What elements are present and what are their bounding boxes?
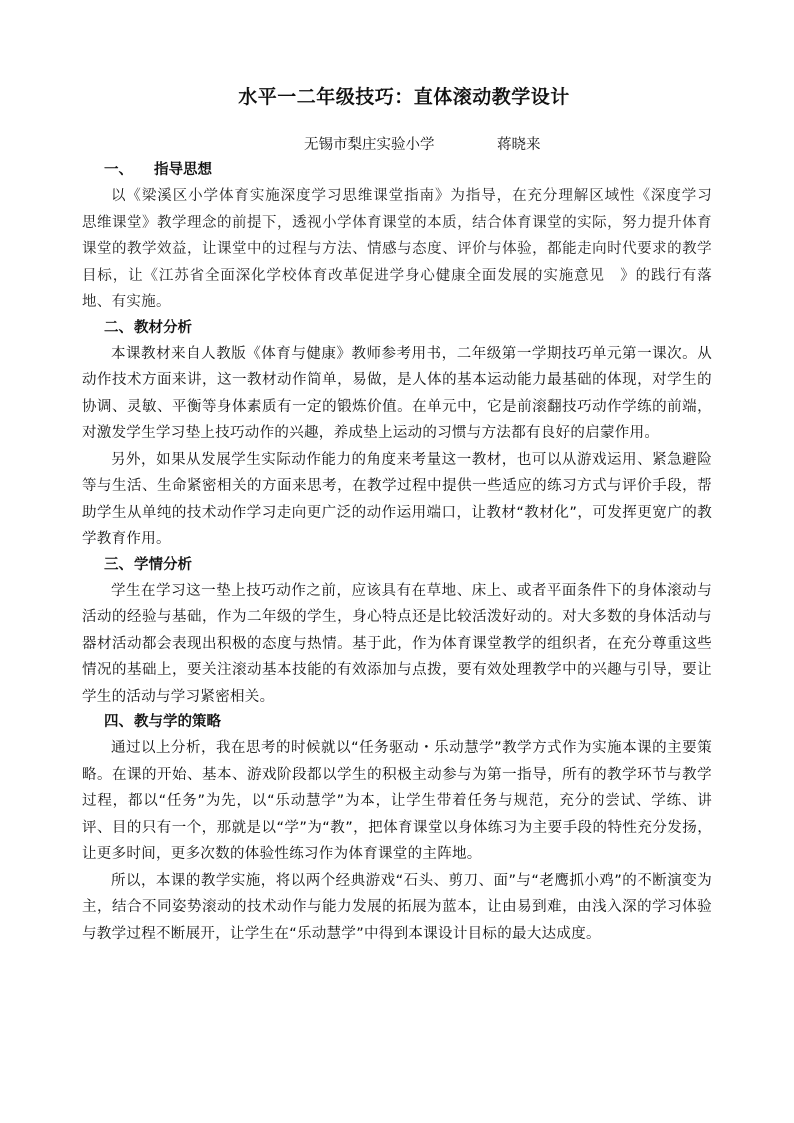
section-title: 教材分析 bbox=[134, 319, 192, 336]
section-number: 一、 bbox=[104, 162, 133, 178]
section-heading-student-analysis bbox=[82, 553, 712, 578]
section-heading-material-analysis bbox=[82, 316, 712, 341]
school-name: 无锡市梨庄实验小学 bbox=[304, 137, 435, 153]
paragraph: 以《梁溪区小学体育实施深度学习思维课堂指南》为指导，在充分理解区域性《深度学习 思维课堂》教学理念的前提下，透视小学体育课堂的本质，结合体育课堂的实际，努力提升体育课堂的教学效益，让课堂中的过程与方法、情感与态度、评价与体验，都能走向时代要求的教学目标，让《江苏省全面深化学校体育改革促进学身心健康全面发展的实施意见 》的践行有落地、有实施。 bbox=[82, 188, 727, 310]
section-title: 学情分析 bbox=[134, 556, 192, 573]
document-page bbox=[82, 82, 727, 947]
paragraph: 通过以上分析，我在思考的时候就以“任务驱动・乐动慧学”教学方式作为实施本课的主要策略。在课的开始、基本、游戏阶段都以学生的积极主动参与为第一指导，所有的教学环节与教学过程，都以“任务”为先，以“乐动慧学”为本，让学生带着任务与规范，充分的尝试、学练、讲评、目的只有一个，那就是以“学”为“教”，把体育课堂以身体练习为主要手段的特性充分发扬，让更多时间，更多次数的体验性练习作为体育课堂的主阵地。 bbox=[82, 740, 712, 862]
section-heading-teaching-strategy bbox=[82, 710, 712, 735]
section-heading-guiding-ideology bbox=[82, 158, 712, 183]
paragraph: 本课教材来自人教版《体育与健康》教师参考用书，二年级第一学期技巧单元第一课次。从动作技术方面来讲，这一教材动作简单，易做，是人体的基本运动能力最基础的体现，对学生的协调、灵敏、平衡等身体素质有一定的锻炼价值。在单元中，它是前滚翻技巧动作学练的前端，对激发学生学习垫上技巧动作的兴趣，养成垫上运动的习惯与方法都有良好的启蒙作用。 bbox=[82, 345, 712, 441]
author-line bbox=[82, 132, 712, 158]
section-title: 指导思想 bbox=[154, 162, 212, 178]
document-title: 水平一二年级技巧：直体滚动教学设计 bbox=[238, 86, 570, 108]
paragraph: 学生在学习这一垫上技巧动作之前，应该具有在草地、床上、或者平面条件下的身体滚动与活动的经验与基础，作为二年级的学生，身心特点还是比较活泼好动的。对大多数的身体活动与器材活动都会表现出积极的态度与热情。基于此，作为体育课堂教学的组织者，在充分尊重这些情况的基础上，要关注滚动基本技能的有效添加与点拨，要有效处理教学中的兴趣与引导，要让学生的活动与学习紧密相关。 bbox=[82, 582, 712, 705]
section-number: 四、 bbox=[104, 714, 133, 730]
author-name: 蒋晓来 bbox=[497, 137, 541, 153]
paragraph: 所以，本课的教学实施，将以两个经典游戏“石头、剪刀、面”与“老鹰抓小鸡”的不断演变为主，结合不同姿势滚动的技术动作与能力发展的拓展为蓝本，让由易到难，由浅入深的学习体验与教学过程不断展开，让学生在“乐动慧学”中得到本课设计目标的最大达成度。 bbox=[82, 872, 712, 942]
section-number: 三、 bbox=[104, 556, 133, 573]
section-title: 教与学的策略 bbox=[134, 714, 221, 730]
section-number: 二、 bbox=[104, 319, 133, 336]
paragraph: 另外，如果从发展学生实际动作能力的角度来考量这一教材，也可以从游戏运用、紧急避险等与生活、生命紧密相关的方面来思考，在教学过程中提供一些适应的练习方式与评价手段，帮助学生从单纯的技术动作学习走向更广泛的动作运用端口，让教材“教材化”，可发挥更宽广的教学教育作用。 bbox=[82, 451, 712, 547]
